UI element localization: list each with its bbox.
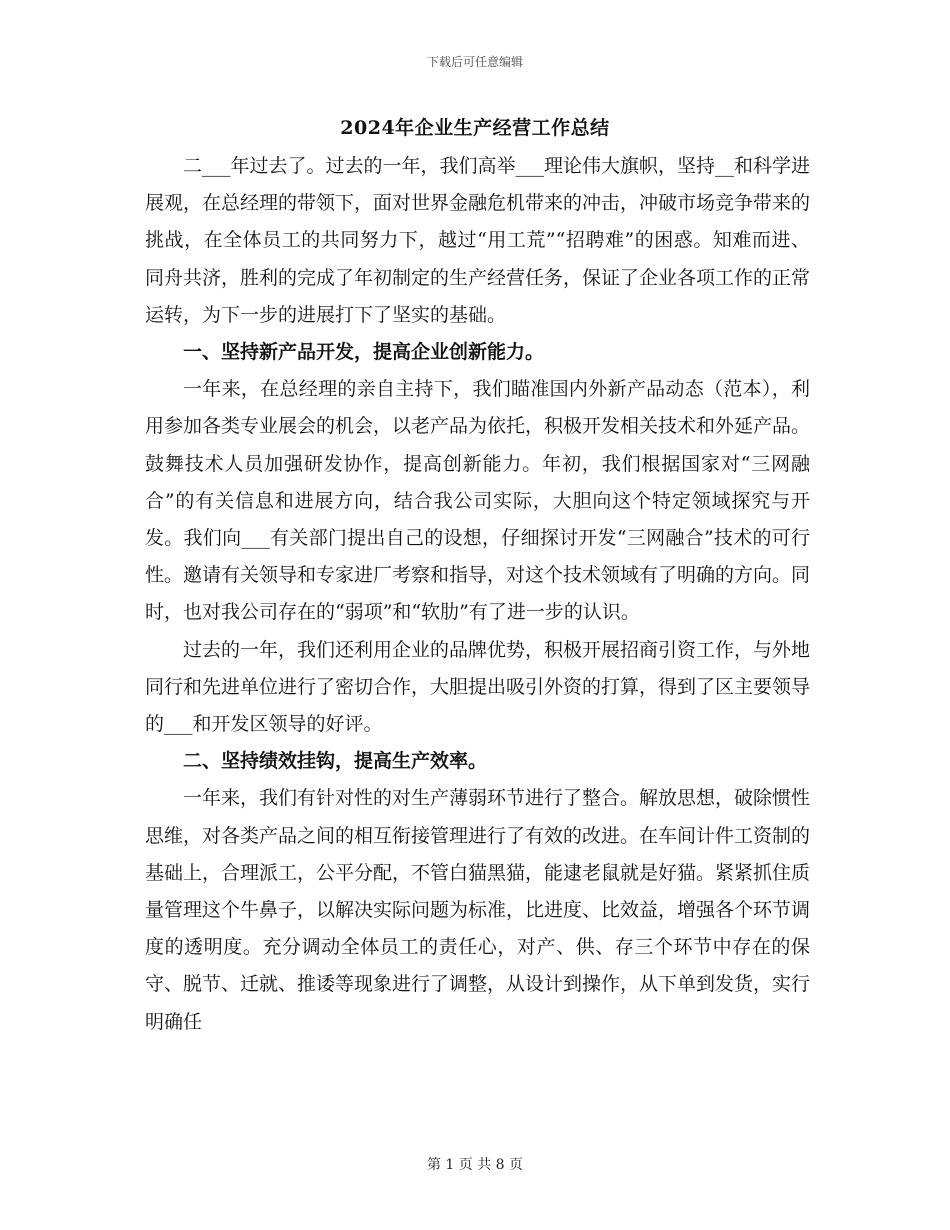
document-body [145, 148, 810, 1041]
document-title: 2024年企业生产经营工作总结 [340, 117, 610, 139]
section-1-paragraph-2: 过去的一年，我们还利用企业的品牌优势，积极开展招商引资工作，与外地同行和先进单位进行了密切合作，大胆提出吸引外资的打算，得到了区主要领导的___和开发区领导的好评。 [145, 638, 811, 736]
section-1-paragraph-1: 一年来，在总经理的亲自主持下，我们瞄准国内外新产品动态（范本），利用参加各类专业展会的机会，以老产品为依托，积极开发相关技术和外延产品。鼓舞技术人员加强研发协作，提高创新能力。年初，我们根据国家对“三网融合”的有关信息和进展方向，结合我公司实际，大胆向这个特定领域探究与开发。我们向___有关部门提出自己的设想，仔细探讨开发“三网融合”技术的可行性。邀请有关领导和专家进厂考察和指导，对这个技术领域有了明确的方向。同时，也对我公司存在的“弱项”和“软肋”有了进一步的认识。 [145, 378, 811, 624]
page-number: 第 1 页 共 8 页 [426, 1157, 524, 1173]
section-heading-1: 一、坚持新产品开发，提高企业创新能力。 [183, 341, 545, 364]
section-2-paragraph-1: 一年来，我们有针对性的对生产薄弱环节进行了整合。解放思想，破除惯性思维，对各类产品之间的相互衔接管理进行了有效的改进。在车间计件工资制的基础上，合理派工，公平分配，不管白猫黑猫，能逮老鼠就是好猫。紧紧抓住质量管理这个牛鼻子，以解决实际问题为标准，比进度、比效益，增强各个环节调度的透明度。充分调动全体员工的责任心，对产、供、存三个环节中存在的保守、脱节、迁就、推诿等现象进行了调整，从设计到操作，从下单到发货，实行明确任 [145, 787, 811, 1033]
intro-paragraph: 二___年过去了。过去的一年，我们高举___理论伟大旗帜，坚持__和科学进展观，在总经理的带领下，面对世界金融危机带来的冲击，冲破市场竞争带来的挑战，在全体员工的共同努力下，越过“用工荒”“招聘难”的困惑。知难而进、同舟共济，胜利的完成了年初制定的生产经营任务，保证了企业各项工作的正常运转，为下一步的进展打下了坚实的基础。 [145, 155, 811, 326]
page-header-note: 下载后可任意编辑 [426, 55, 523, 69]
section-heading-2: 二、坚持绩效挂钩，提高生产效率。 [183, 750, 488, 773]
